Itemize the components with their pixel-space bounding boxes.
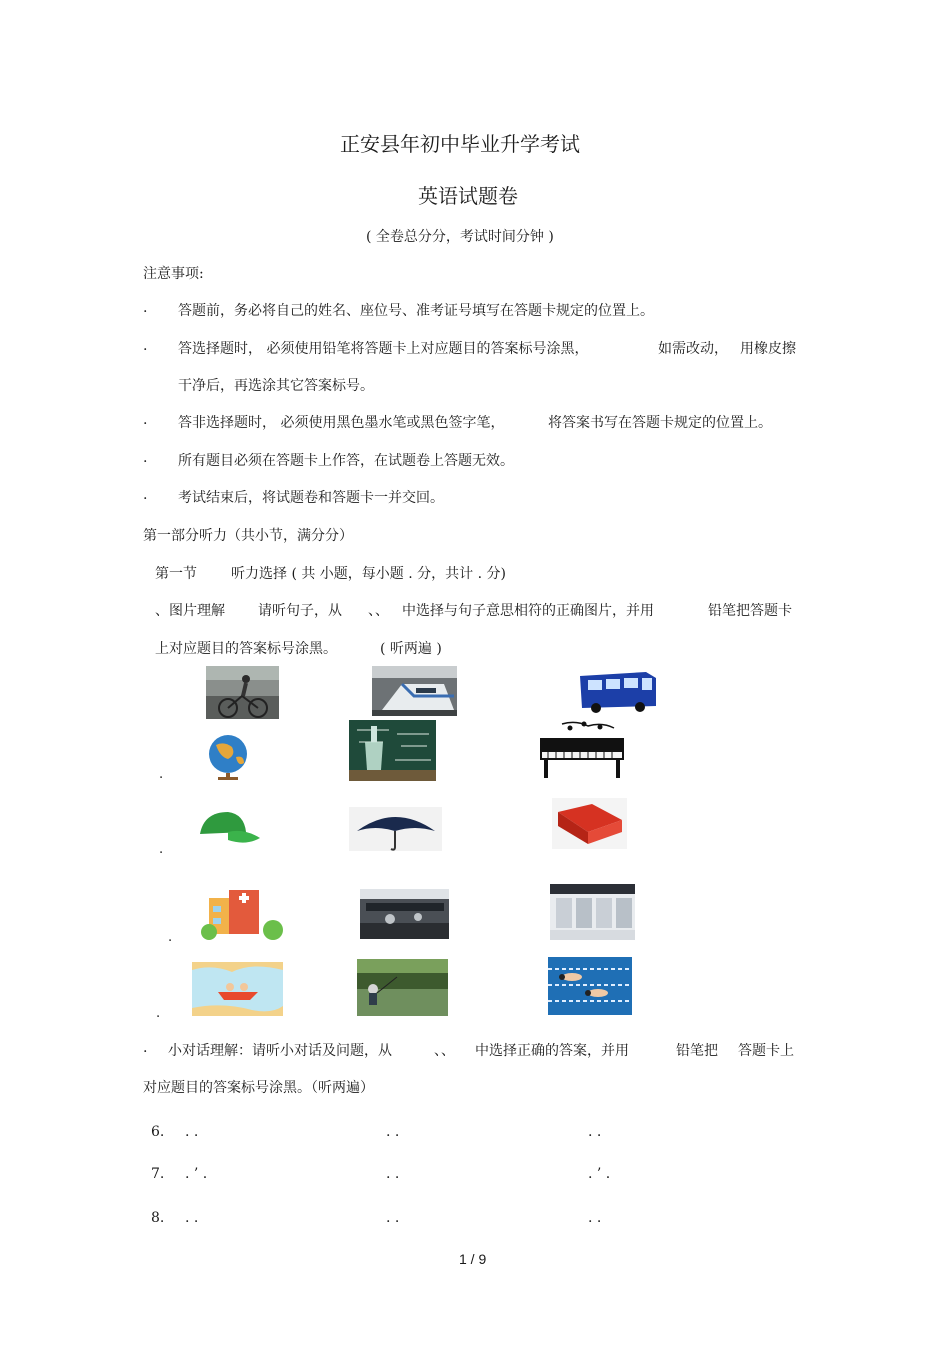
blue-bus-icon: [576, 666, 659, 716]
fishing-by-river-photo: [357, 959, 448, 1016]
notice-2-continued: 干净后，再选涂其它答案标号。: [178, 378, 374, 394]
notice-5-text: 考试结束后，将试题卷和答题卡一并交回。: [178, 490, 444, 506]
page-number: 1 / 9: [459, 1251, 487, 1267]
red-wallet-photo: [552, 798, 627, 849]
notice-2-num: .: [143, 338, 148, 354]
instr1-listen-twice: ( 听两遍 ): [380, 641, 442, 657]
globe-photo: [192, 733, 265, 781]
instr1-e: 铅笔把答题卡: [708, 603, 792, 619]
row-dot-1: .: [159, 767, 164, 782]
instr1-continued: 上对应题目的答案标号涂黑。: [155, 641, 337, 657]
section1-desc: 听力选择 ( 共 小题，每小题 . 分，共计 . 分): [231, 566, 506, 582]
notice-4-num: .: [143, 450, 148, 466]
question-7-number: 7.: [151, 1166, 165, 1182]
notice-2-text: 答选择题时， 必须使用铅笔将答题卡上对应题目的答案标号涂黑，: [178, 341, 589, 357]
question-8-option-b: . .: [386, 1210, 400, 1226]
instr1-b: 请听句子，从: [258, 603, 342, 619]
instr2-continued: 对应题目的答案标号涂黑。（听两遍）: [143, 1080, 374, 1096]
notice-1-num: .: [143, 300, 148, 316]
high-speed-train-photo: [372, 666, 457, 716]
hospital-illustration: [199, 886, 284, 940]
instr1-c: 、、: [368, 603, 389, 619]
exam-title: 正安县年初中毕业升学考试: [340, 132, 580, 156]
question-6-number: 6.: [151, 1124, 165, 1140]
question-8-option-c: . .: [588, 1210, 602, 1226]
notice-1-text: 答题前，务必将自己的姓名、座位号、准考证号填写在答题卡规定的位置上。: [178, 303, 654, 319]
notice-3-text: 答非选择题时， 必须使用黑色墨水笔或黑色签字笔，: [178, 415, 505, 431]
instr2-c: 中选择正确的答案，并用: [475, 1043, 629, 1059]
instr2-a: 小对话理解：请听小对话及问题，从: [168, 1043, 392, 1059]
question-7-option-c: . ’ .: [588, 1166, 611, 1182]
cyclist-photo: [206, 666, 279, 719]
section1-label: 第一节: [155, 566, 197, 582]
notice-2-text-b: 如需改动，: [658, 341, 728, 357]
notice-4-text: 所有题目必须在答题卡上作答，在试题卷上答题无效。: [178, 453, 514, 469]
notice-heading: 注意事项:: [143, 266, 204, 282]
instr1-d: 中选择与句子意思相符的正确图片，并用: [402, 603, 654, 619]
duty-free-shop-photo: [550, 884, 635, 940]
question-7-option-a: . ’ .: [185, 1166, 208, 1182]
question-6-option-a: . .: [185, 1124, 199, 1140]
station-photo: [360, 889, 449, 939]
swimmers-in-pool-photo: [548, 957, 632, 1015]
notice-2-text-c: 用橡皮擦: [740, 341, 796, 357]
exam-duration-note: ( 全卷总分分，考试时间分钟 ): [366, 229, 554, 245]
instr2-b: 、、: [434, 1043, 455, 1059]
row-dot-4: .: [156, 1006, 161, 1021]
science-lab-photo: [349, 720, 436, 781]
instr1-label: 、图片理解: [155, 603, 225, 619]
question-7-option-b: . .: [386, 1166, 400, 1182]
question-6-option-c: . .: [588, 1124, 602, 1140]
question-8-number: 8.: [151, 1210, 165, 1226]
notice-3-text-b: 将答案书写在答题卡规定的位置上。: [548, 415, 772, 431]
row-dot-2: .: [159, 842, 164, 857]
exam-subject-title: 英语试题卷: [418, 184, 518, 208]
notice-5-num: .: [143, 487, 148, 503]
piano-with-notes-icon: [536, 718, 628, 782]
row-dot-3: .: [168, 930, 173, 945]
instr2-d: 铅笔把: [676, 1043, 718, 1059]
instr2-num: .: [143, 1040, 148, 1056]
instr2-e: 答题卡上: [738, 1043, 794, 1059]
umbrella-photo: [349, 807, 442, 851]
notice-3-num: .: [143, 412, 148, 428]
boating-cartoon: [192, 962, 283, 1016]
part1-heading: 第一部分听力（共小节，满分分）: [143, 528, 353, 544]
question-8-option-a: . .: [185, 1210, 199, 1226]
green-cap-photo: [194, 806, 263, 850]
question-6-option-b: . .: [386, 1124, 400, 1140]
